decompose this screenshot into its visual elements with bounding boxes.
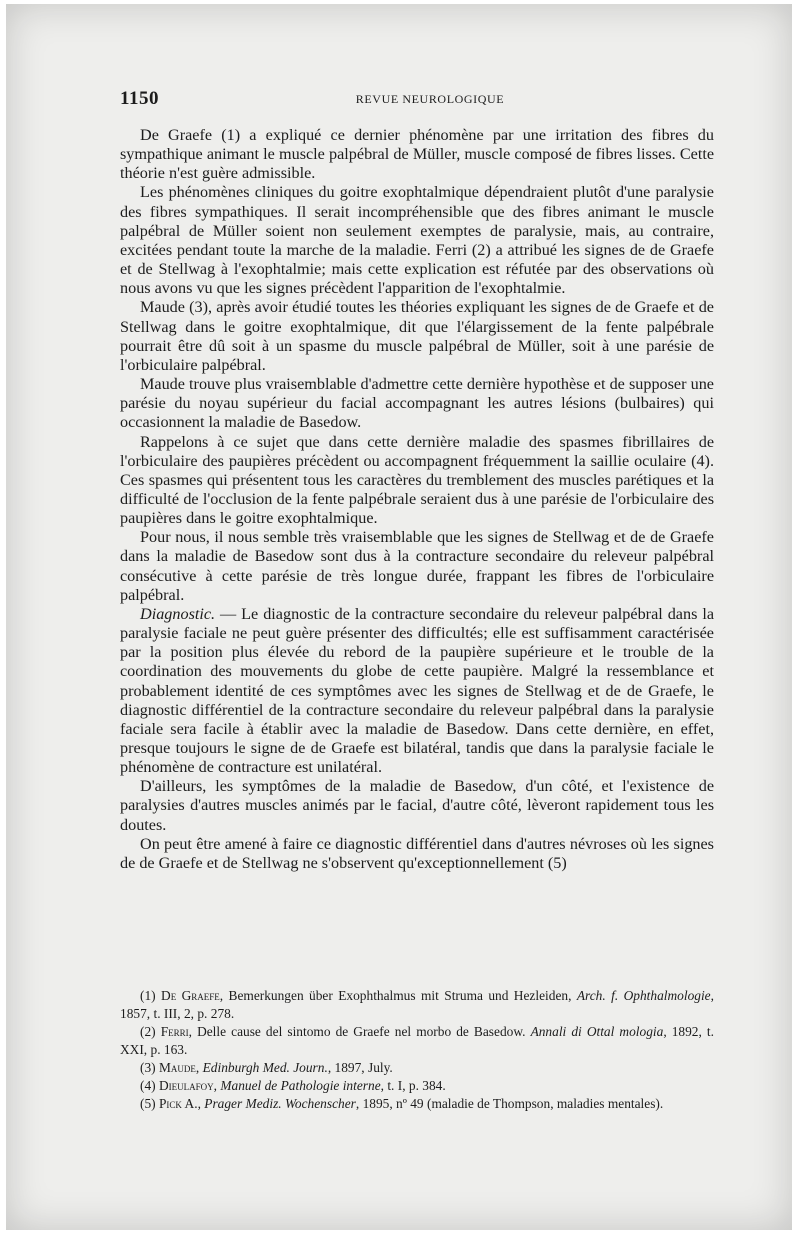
paragraph-diagnostic: Diagnostic. — Le diagnostic de la contracture secondaire du releveur palpébral dans la paralysie faciale ne peut guère présenter des difficultés; elle est suffisamment caractérisée par la position plus élevée du rebord de la paupière supérieure et le trouble de la coordination des mouvements du globe de cette paupière. Malgré la ressemblance et probablement identité de ces symptômes avec les signes de Stellwag et de de Graefe, le diagnostic différentiel de la contracture secondaire du releveur palpébral dans la paralysie faciale sera facile à établir avec la maladie de Basedow. Dans cette dernière, en effet, presque toujours le signe de de Graefe est bilatéral, tandis que dans la paralysie faciale le phénomène de contracture est unilatéral. (120, 604, 714, 777)
footnote: (2) Ferri, Delle cause del sintomo de Graefe nel morbo de Basedow. Annali di Ottal mologia, 1892, t. XXI, p. 163. (120, 1024, 714, 1057)
page-header (120, 88, 714, 112)
section-lead: Diagnostic. (140, 604, 216, 623)
book-page (6, 4, 792, 1230)
footnote: (4) Dieulafoy, Manuel de Pathologie interne, t. I, p. 384. (140, 1078, 446, 1093)
page-number: 1150 (120, 88, 159, 109)
footnote: (1) De Graefe, Bemerkungen über Exophthalmus mit Struma und Hezleiden, Arch. f. Ophthalmologie, 1857, t. III, 2, p. 278. (120, 988, 714, 1021)
paragraph: D'ailleurs, les symptômes de la maladie de Basedow, d'un côté, et l'existence de paralysies d'autres muscles animés par le facial, d'autre côté, lèveront rapidement tous les doutes. (120, 777, 714, 834)
running-title: REVUE NEUROLOGIQUE (355, 92, 505, 106)
paragraph: Maude trouve plus vraisemblable d'admettre cette dernière hypothèse et de supposer une parésie du noyau supérieur du facial accompagnant les autres lésions (bulbaires) qui occasionnent la maladie de Basedow. (120, 375, 714, 432)
paragraph: Rappelons à ce sujet que dans cette dernière maladie des spasmes fibrillaires de l'orbiculaire des paupières précèdent ou accompagnent fréquemment la saillie oculaire (4). Ces spasmes qui présentent tous les caractères du tremblement des muscles parétiques et la difficulté de l'occlusion de la fente palpébrale seraient dus à une parésie de l'orbiculaire des paupières dans le goitre exophtalmique. (120, 432, 714, 528)
paragraph: On peut être amené à faire ce diagnostic différentiel dans d'autres névroses où les signes de de Graefe et de Stellwag ne s'observent qu'exceptionnellement (5) (120, 834, 714, 872)
paragraph: De Graefe (1) a expliqué ce dernier phénomène par une irritation des fibres du sympathique animant le muscle palpébral de Müller, muscle composé de fibres lisses. Cette théorie n'est guère admissible. (120, 126, 714, 183)
footnote: (3) Maude, Edinburgh Med. Journ., 1897, July. (140, 1060, 393, 1075)
footnotes (120, 987, 714, 1113)
paragraph: Maude (3), après avoir étudié toutes les théories expliquant les signes de de Graefe et de Stellwag dans le goitre exophtalmique, dit que l'élargissement de la fente palpébrale pourrait être dû soit à un spasme du muscle palpébral de Müller, soit à une parésie de l'orbiculaire palpébral. (120, 298, 714, 374)
footnote: (5) Pick A., Prager Mediz. Wochenscher, 1895, nº 49 (maladie de Thompson, maladies mentales). (140, 1096, 664, 1111)
paragraph: Pour nous, il nous semble très vraisemblable que les signes de Stellwag et de de Graefe dans la maladie de Basedow sont dus à la contracture secondaire du releveur palpébral consécutive à cette parésie de très longue durée, frappant les fibres de l'orbiculaire palpébral. (120, 528, 714, 604)
paragraph: Les phénomènes cliniques du goitre exophtalmique dépendraient plutôt d'une paralysie des fibres sympathiques. Il serait incompréhensible que des fibres animant le muscle palpébral de Müller soient non seulement exemptes de paralysie, mais, au contraire, excitées pendant toute la marche de la maladie. Ferri (2) a attribué les signes de de Graefe et de Stellwag à l'exophtalmie; mais cette explication est réfutée par des observations où nous avons vu que les signes précèdent l'apparition de l'exophtalmie. (120, 183, 714, 298)
body-text (120, 126, 714, 873)
